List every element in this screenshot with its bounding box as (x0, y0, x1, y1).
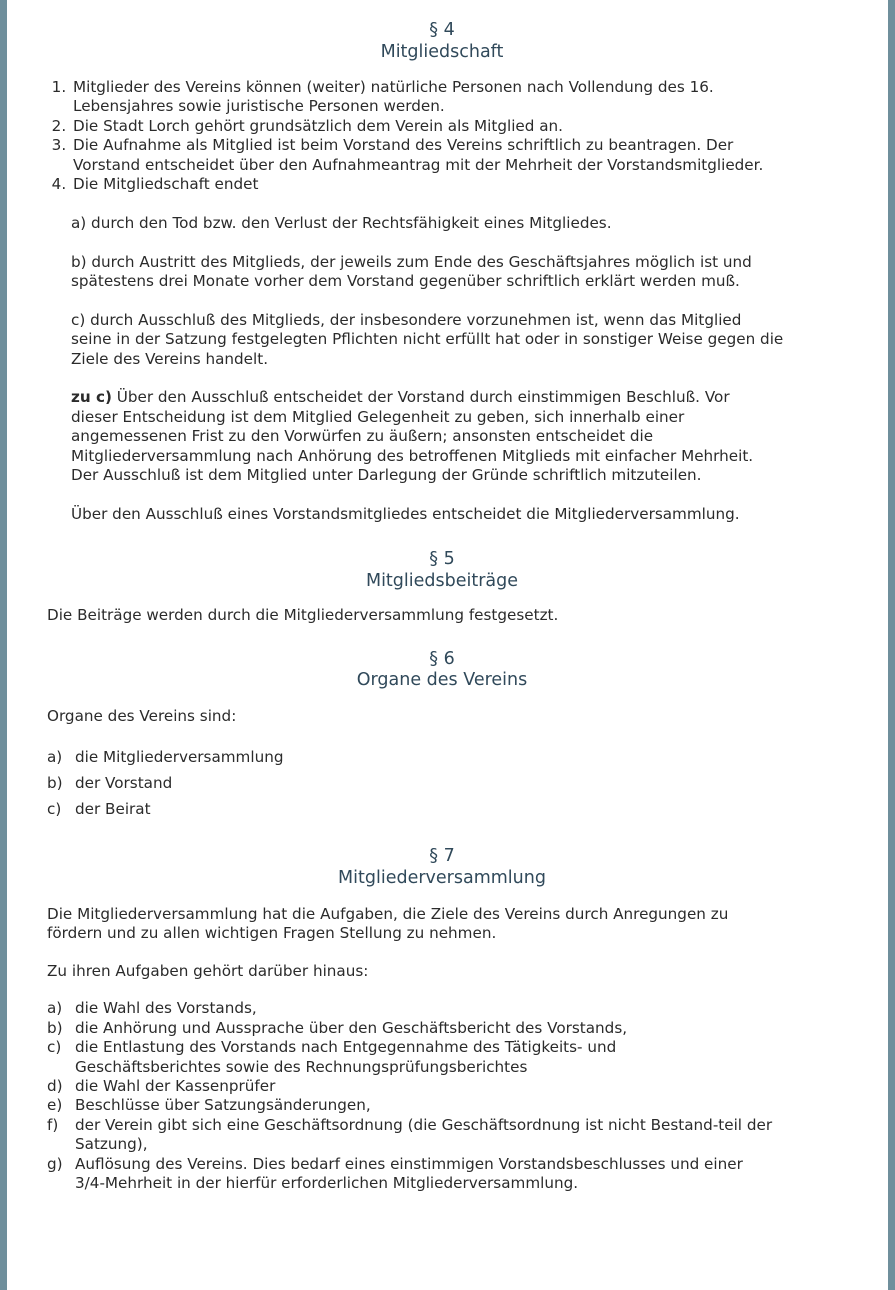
assembly-intro: Die Mitgliederversammlung hat die Aufgaben, die Ziele des Vereins durch Anregungen zu fördern und zu allen wichtigen Fragen Stellung zu nehmen. (47, 905, 729, 943)
list-item: 3. Die Aufnahme als Mitglied ist beim Vorstand des Vereins schriftlich zu beantragen. Der Vorstand entscheidet über den Aufnahmeantrag mit der Mehrheit der Vorstandsmitglieder. (71, 136, 773, 175)
list-item: a) die Mitgliederversammlung (47, 748, 284, 767)
list-item: b) die Anhörung und Aussprache über den Geschäftsbericht des Vorstands, (47, 1018, 628, 1037)
exclusion-notice: Der Ausschluß ist dem Mitglied unter Darlegung der Gründe schriftlich mitzuteilen. (71, 466, 702, 485)
list-item: a) die Wahl des Vorstands, (47, 999, 257, 1018)
list-item: b) der Vorstand (47, 774, 173, 793)
list-item: d) die Wahl der Kassenprüfer (47, 1076, 276, 1095)
document-page (7, 0, 888, 1290)
exclusion-label: zu c) (71, 388, 112, 407)
exclusion-text: Über den Ausschluß entscheidet der Vorstand durch einstimmigen Beschluß. Vor dieser Entscheidung ist dem Mitglied Gelegenheit zu geben, sich innerhalb einer angemessenen Frist zu den Vorwürfen zu äußern; ansonsten entscheidet die Mitgliederversammlung nach Anhörung des betroffenen Mitglieds mit einfacher Mehrheit. (71, 388, 754, 465)
board-exclusion: Über den Ausschluß eines Vorstandsmitgliedes entscheidet die Mitgliederversammlung. (71, 504, 740, 523)
assembly-tasks-list (47, 999, 787, 1193)
assembly-intro-2: Zu ihren Aufgaben gehört darüber hinaus: (47, 961, 369, 980)
termination-a: a) durch den Tod bzw. den Verlust der Rechtsfähigkeit eines Mitgliedes. (71, 213, 612, 232)
list-item: 1. Mitglieder des Vereins können (weiter) natürliche Personen nach Vollendung des 16. Lebensjahres sowie juristische Personen werden. (71, 78, 753, 117)
termination-c: c) durch Ausschluß des Mitglieds, der insbesondere vorzunehmen ist, wenn das Mitglied seine in der Satzung festgelegten Pflichten nicht erfüllt hat oder in sonstiger Weise gegen die Ziele des Vereins handelt. (71, 310, 784, 368)
list-item: f) der Verein gibt sich eine Geschäftsordnung (die Geschäftsordnung ist nicht Bestand-teil der Satzung), (47, 1115, 773, 1154)
section-number: § 4 (429, 20, 455, 40)
section-number: § 5 (429, 549, 455, 570)
list-item: g) Auflösung des Vereins. Dies bedarf eines einstimmigen Vorstandsbeschlusses und einer 3/4-Mehrheit in der hierfür erforderlichen Mitgliederversammlung. (47, 1154, 743, 1192)
list-item: c) die Entlastung des Vorstands nach Entgegennahme des Tätigkeits- und Geschäftsberichtes sowie des Rechnungsprüfungsberichtes (47, 1038, 617, 1076)
list-item: e) Beschlüsse über Satzungsänderungen, (47, 1096, 371, 1115)
section-5-heading (47, 524, 837, 592)
section-4-heading (47, 0, 837, 63)
section-title: Organe des Vereins (356, 670, 528, 691)
list-item: c) der Beirat (47, 800, 151, 819)
list-item: 2. Die Stadt Lorch gehört grundsätzlich dem Verein als Mitglied an. (71, 117, 837, 136)
exclusion-note (71, 388, 781, 466)
fees-text: Die Beiträge werden durch die Mitgliederversammlung festgesetzt. (47, 606, 559, 625)
section-number: § 7 (429, 846, 455, 867)
organs-intro: Organe des Vereins sind: (47, 706, 237, 725)
section-number: § 6 (429, 648, 455, 669)
termination-b: b) durch Austritt des Mitglieds, der jeweils zum Ende des Geschäftsjahres möglich ist und spätestens drei Monate vorher dem Vorstand gegenüber schriftlich erklärt werden muß. (71, 252, 752, 291)
document-content (47, 0, 837, 1193)
section-title: Mitgliedsbeiträge (365, 570, 519, 591)
organs-list (47, 744, 837, 822)
section-title: Mitgliedschaft (380, 41, 504, 62)
membership-list (47, 78, 837, 194)
section-title: Mitgliederversammlung (338, 867, 546, 888)
list-item: 4. Die Mitgliedschaft endet (71, 175, 837, 194)
section-7-heading (47, 822, 837, 889)
section-6-heading (47, 626, 837, 692)
